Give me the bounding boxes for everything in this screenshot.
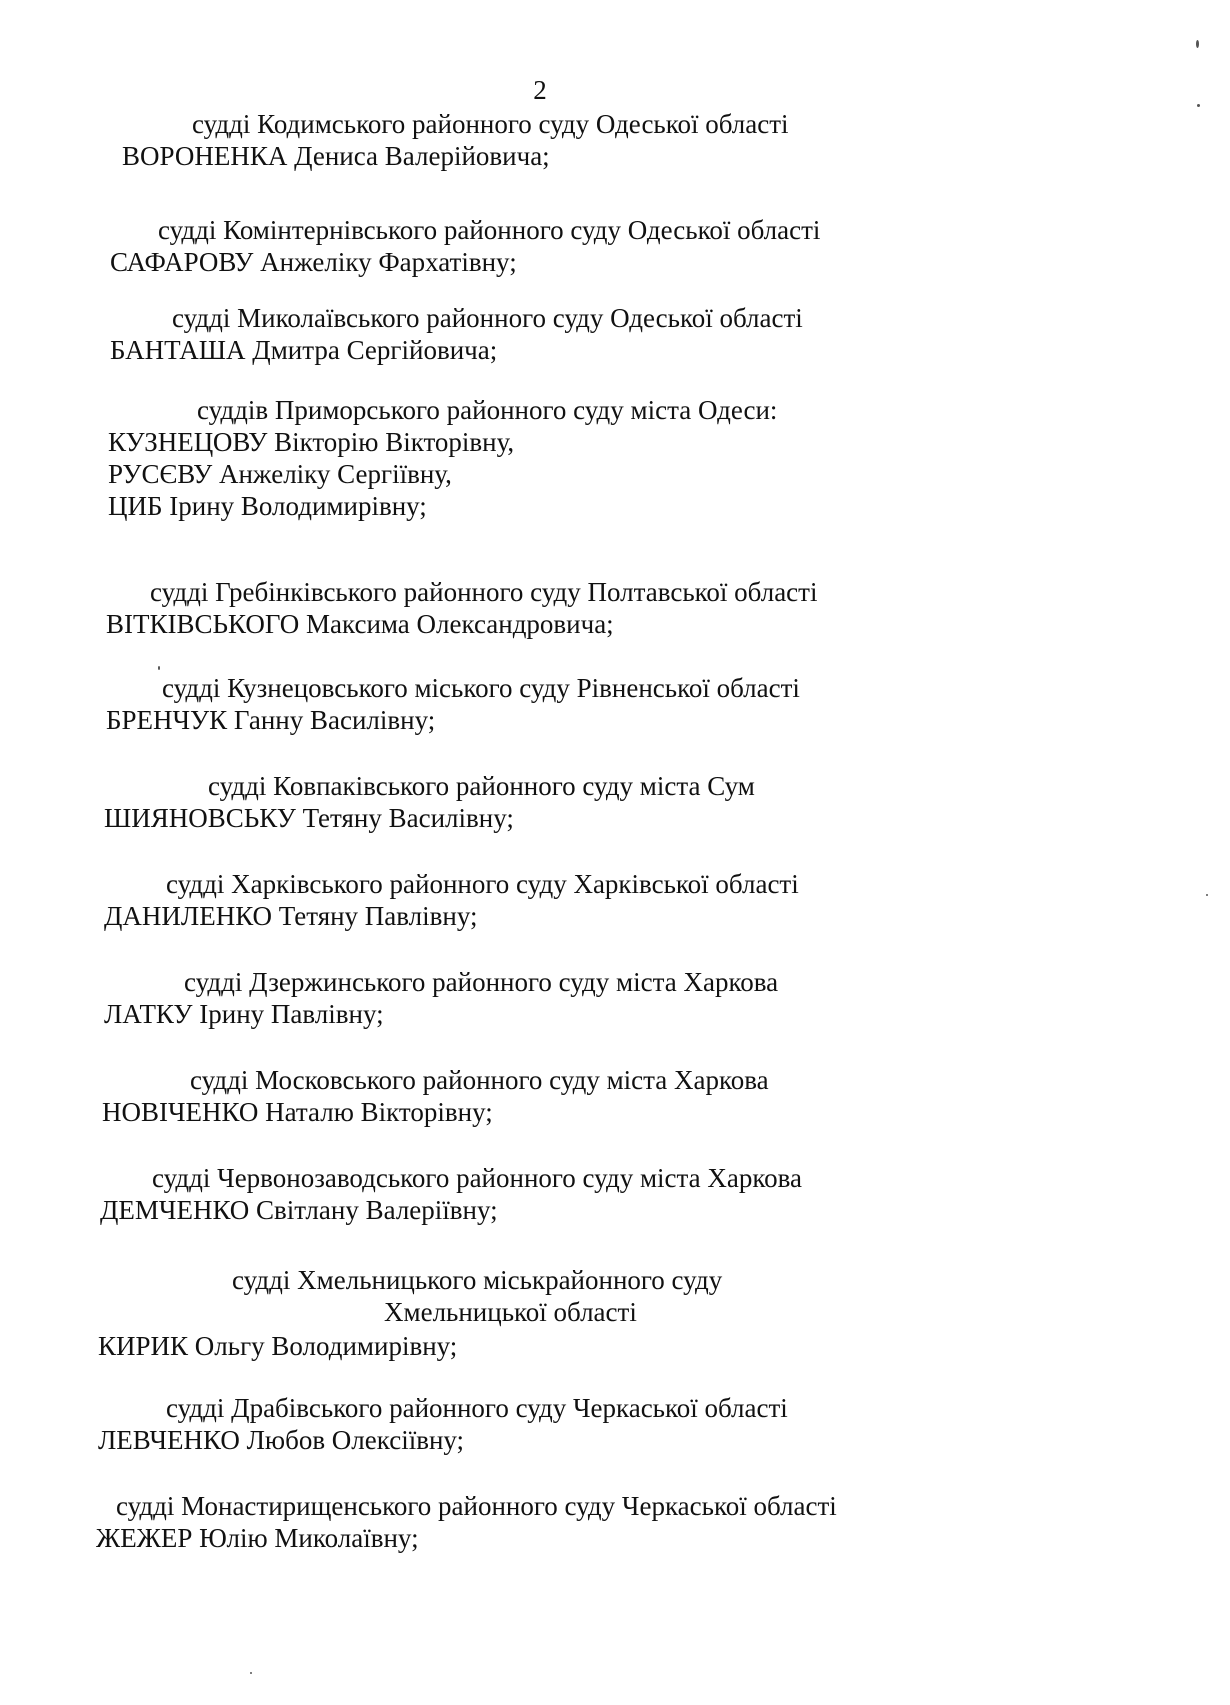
scan-speck — [1197, 104, 1200, 107]
judge-name: РУСЄВУ Анжеліку Сергіївну, — [108, 459, 452, 489]
judge-name: ЛЕВЧЕНКО Любов Олексіївну; — [98, 1425, 465, 1455]
judge-name: БРЕНЧУК Ганну Василівну; — [106, 705, 436, 735]
scan-speck — [1206, 894, 1208, 896]
judge-name: БАНТАША Дмитра Сергійовича; — [110, 335, 498, 365]
judge-name: ВІТКІВСЬКОГО Максима Олександровича; — [106, 609, 614, 639]
judge-name: ДЕМЧЕНКО Світлану Валеріївну; — [100, 1195, 498, 1225]
court-line: судді Кузнецовського міського суду Рівненської області — [162, 673, 800, 703]
judge-name: САФАРОВУ Анжеліку Фархатівну; — [110, 247, 517, 277]
scan-speck — [1196, 40, 1199, 48]
court-line: судді Драбівського районного суду Черкаської області — [166, 1393, 788, 1423]
court-line: суддів Приморського районного суду міста Одеси: — [197, 395, 778, 425]
judge-name: ДАНИЛЕНКО Тетяну Павлівну; — [104, 901, 478, 931]
scan-speck — [158, 666, 160, 670]
judge-name: КИРИК Ольгу Володимирівну; — [98, 1331, 458, 1361]
court-line: судді Монастирищенського районного суду Черкаської області — [116, 1491, 837, 1521]
court-line: судді Кодимського районного суду Одеської області — [192, 109, 789, 139]
court-line: судді Червонозаводського районного суду міста Харкова — [152, 1163, 803, 1193]
court-line: Хмельницької області — [384, 1297, 637, 1327]
court-line: судді Гребінківського районного суду Полтавської області — [150, 577, 818, 607]
court-line: судді Харківського районного суду Харківської області — [166, 869, 799, 899]
judge-name: КУЗНЕЦОВУ Вікторію Вікторівну, — [108, 427, 515, 457]
judge-name: ШИЯНОВСЬКУ Тетяну Василівну; — [104, 803, 514, 833]
judge-name: ЦИБ Ірину Володимирівну; — [108, 491, 427, 521]
scan-speck — [250, 1672, 252, 1674]
judge-name: ЖЕЖЕР Юлію Миколаївну; — [96, 1523, 419, 1553]
page-number: 2 — [533, 75, 547, 105]
court-line: судді Комінтернівського районного суду Одеської області — [158, 215, 821, 245]
court-line: судді Хмельницького міськрайонного суду — [232, 1265, 723, 1295]
judge-name: НОВІЧЕНКО Наталю Вікторівну; — [102, 1097, 493, 1127]
court-line: судді Ковпаківського районного суду міста Сум — [208, 771, 755, 801]
court-line: судді Московського районного суду міста Харкова — [190, 1065, 769, 1095]
court-line: судді Миколаївського районного суду Одеської області — [172, 303, 803, 333]
court-line: судді Дзержинського районного суду міста Харкова — [184, 967, 779, 997]
judge-name: ЛАТКУ Ірину Павлівну; — [104, 999, 384, 1029]
judge-name: ВОРОНЕНКА Дениса Валерійовича; — [122, 141, 550, 171]
